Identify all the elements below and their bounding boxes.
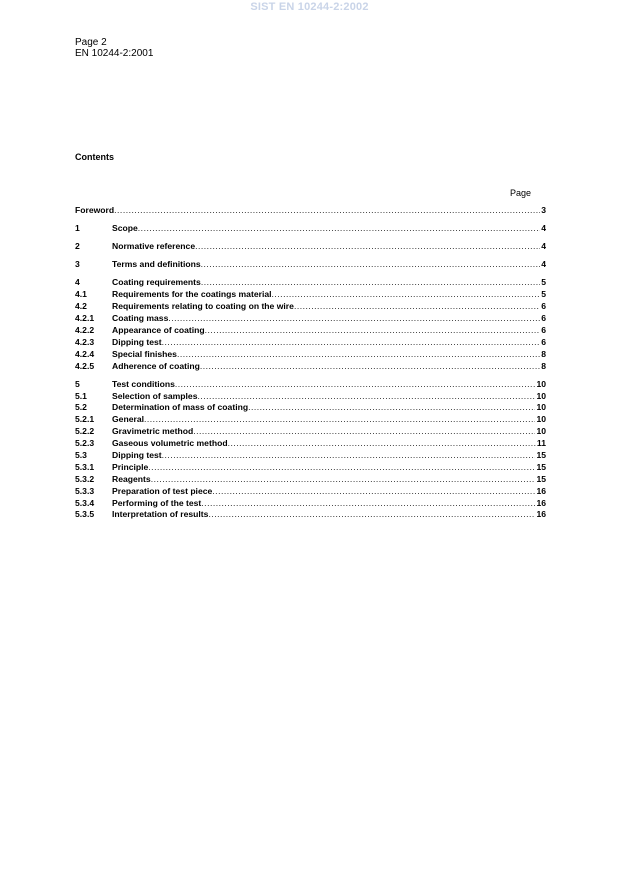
dot-leader [208,509,535,521]
toc-entry-number: 5 [75,378,80,389]
toc-entry-title: Performing of the test [112,497,202,508]
toc-entry-page: 11 [536,438,546,449]
dot-leader [198,391,536,403]
toc-entry-page: 4 [541,241,546,252]
toc-entry-number: 5.3.2 [75,473,95,484]
toc-entry-page: 10 [536,414,546,425]
page-number: Page 2 [75,37,107,48]
toc-entry-number: 5.3.3 [75,485,95,496]
toc-entry-number: 4.2.3 [75,336,95,347]
toc-entry-page: 10 [536,426,546,437]
toc-entry-page: 16 [536,509,546,520]
toc-entry-page: 10 [536,402,546,413]
toc-entry-page: 5 [541,277,546,288]
dot-leader [201,498,535,510]
dot-leader [144,414,535,426]
toc-entry-number: 5.2 [75,402,87,413]
toc-entry-number: 5.2.1 [75,414,95,425]
toc-entry[interactable] [75,450,546,462]
toc-entry-page: 8 [541,348,546,359]
toc-entry-number: 3 [75,259,80,270]
toc-entry[interactable] [75,325,546,337]
toc-entry-title: Dipping test [112,449,162,460]
toc-entry-title: Interpretation of results [112,509,209,520]
toc-entry-number: 4 [75,277,80,288]
toc-entry-title: Principle [112,461,149,472]
toc-entry[interactable] [75,361,546,373]
toc-entry-title: Dipping test [112,336,162,347]
toc-entry-number: 1 [75,223,80,234]
toc-entry-number: 4.2.1 [75,312,95,323]
toc-entry[interactable] [75,337,546,349]
toc-entry-title: Adherence of coating [112,360,200,371]
toc-entry[interactable] [75,379,546,391]
dot-leader [148,462,535,474]
toc-entry-title: Appearance of coating [112,324,205,335]
toc-entry-number: 4.2 [75,301,87,312]
toc-entry-page: 6 [541,301,546,312]
dot-leader [201,277,540,289]
toc-entry[interactable] [75,349,546,361]
toc-entry-title: Coating mass [112,312,169,323]
toc-entry-number: 5.2.2 [75,426,95,437]
toc-entry-title: Reagents [112,473,151,484]
dot-leader [151,474,536,486]
toc-entry[interactable] [75,301,546,313]
toc-entry-number: 4.2.2 [75,324,95,335]
toc-entry[interactable] [75,241,546,253]
toc-entry-number: 4.1 [75,289,87,300]
toc-entry-title: Preparation of test piece [112,485,213,496]
toc-entry[interactable] [75,402,546,414]
standard-id: EN 10244-2:2001 [75,48,154,59]
toc-entry-page: 6 [541,312,546,323]
toc-entry-page: 8 [541,360,546,371]
dot-leader [248,402,535,414]
toc-entry[interactable] [75,277,546,289]
dot-leader [272,289,541,301]
toc-entry-title: General [112,414,145,425]
dot-leader [195,241,540,253]
toc-entry-page: 10 [536,378,546,389]
dot-leader [205,325,541,337]
toc-entry-page: 4 [541,259,546,270]
dot-leader [228,438,536,450]
toc-entry-page: 6 [541,324,546,335]
toc-entry-page: 16 [536,497,546,508]
watermark: SIST EN 10244-2:2002 [250,1,369,13]
dot-leader [162,450,536,462]
toc-entry-number: 4.2.5 [75,360,95,371]
dot-leader [114,205,540,217]
toc-entry-page: 10 [536,390,546,401]
toc-entry[interactable] [75,223,546,235]
toc-entry[interactable] [75,289,546,301]
toc-entry-number: 5.3.4 [75,497,95,508]
toc-entry[interactable] [75,313,546,325]
toc-entry-page: 15 [536,449,546,460]
toc-entry-number: 5.1 [75,390,87,401]
toc-entry[interactable] [75,474,546,486]
toc-entry[interactable] [75,426,546,438]
toc-entry-title: Special finishes [112,348,177,359]
page-header [75,37,153,59]
toc-entry-foreword[interactable] [75,205,546,217]
toc-entry[interactable] [75,486,546,498]
toc-entry-number: 5.3.5 [75,509,95,520]
page-column-label: Page [510,188,532,198]
dot-leader [200,361,540,373]
toc-entry-title: Test conditions [112,378,175,389]
dot-leader [138,223,540,235]
toc-entry-page: 15 [536,473,546,484]
toc-entry-page: 4 [541,223,546,234]
dot-leader [201,259,541,271]
toc-entry-title: Requirements for the coatings material [112,289,272,300]
toc-entry-page: 3 [541,205,546,215]
toc-entry[interactable] [75,438,546,450]
toc-entry-number: 5.3.1 [75,461,95,472]
toc-entry[interactable] [75,498,546,510]
toc-entry-page: 6 [541,336,546,347]
toc-entry[interactable] [75,414,546,426]
dot-leader [294,301,540,313]
toc-entry-title: Terms and definitions [112,259,201,270]
dot-leader [212,486,535,498]
toc-entry-title: Gaseous volumetric method [112,438,228,449]
toc-entry[interactable] [75,462,546,474]
contents-heading: Contents [75,152,114,162]
toc-entry-title: Determination of mass of coating [112,402,249,413]
toc-entry-number: 5.2.3 [75,438,95,449]
toc-entry-title: Foreword [75,205,115,215]
toc-entry-title: Gravimetric method [112,426,194,437]
toc-entry-title: Scope [112,223,138,234]
toc-entry-page: 15 [536,461,546,472]
toc-entry-page: 5 [541,289,546,300]
toc-entry-number: 5.3 [75,449,87,460]
dot-leader [175,379,536,391]
toc-entry-title: Coating requirements [112,277,201,288]
table-of-contents [75,205,546,521]
toc-entry-title: Selection of samples [112,390,198,401]
toc-entry[interactable] [75,259,546,271]
dot-leader [177,349,540,361]
toc-entry-title: Requirements relating to coating on the wire [112,301,294,312]
toc-entry-page: 16 [536,485,546,496]
dot-leader [162,337,541,349]
dot-leader [168,313,540,325]
toc-entry-title: Normative reference [112,241,196,252]
toc-entry[interactable] [75,509,546,521]
toc-entry-number: 4.2.4 [75,348,95,359]
dot-leader [193,426,535,438]
toc-entry-number: 2 [75,241,80,252]
toc-entry[interactable] [75,391,546,403]
